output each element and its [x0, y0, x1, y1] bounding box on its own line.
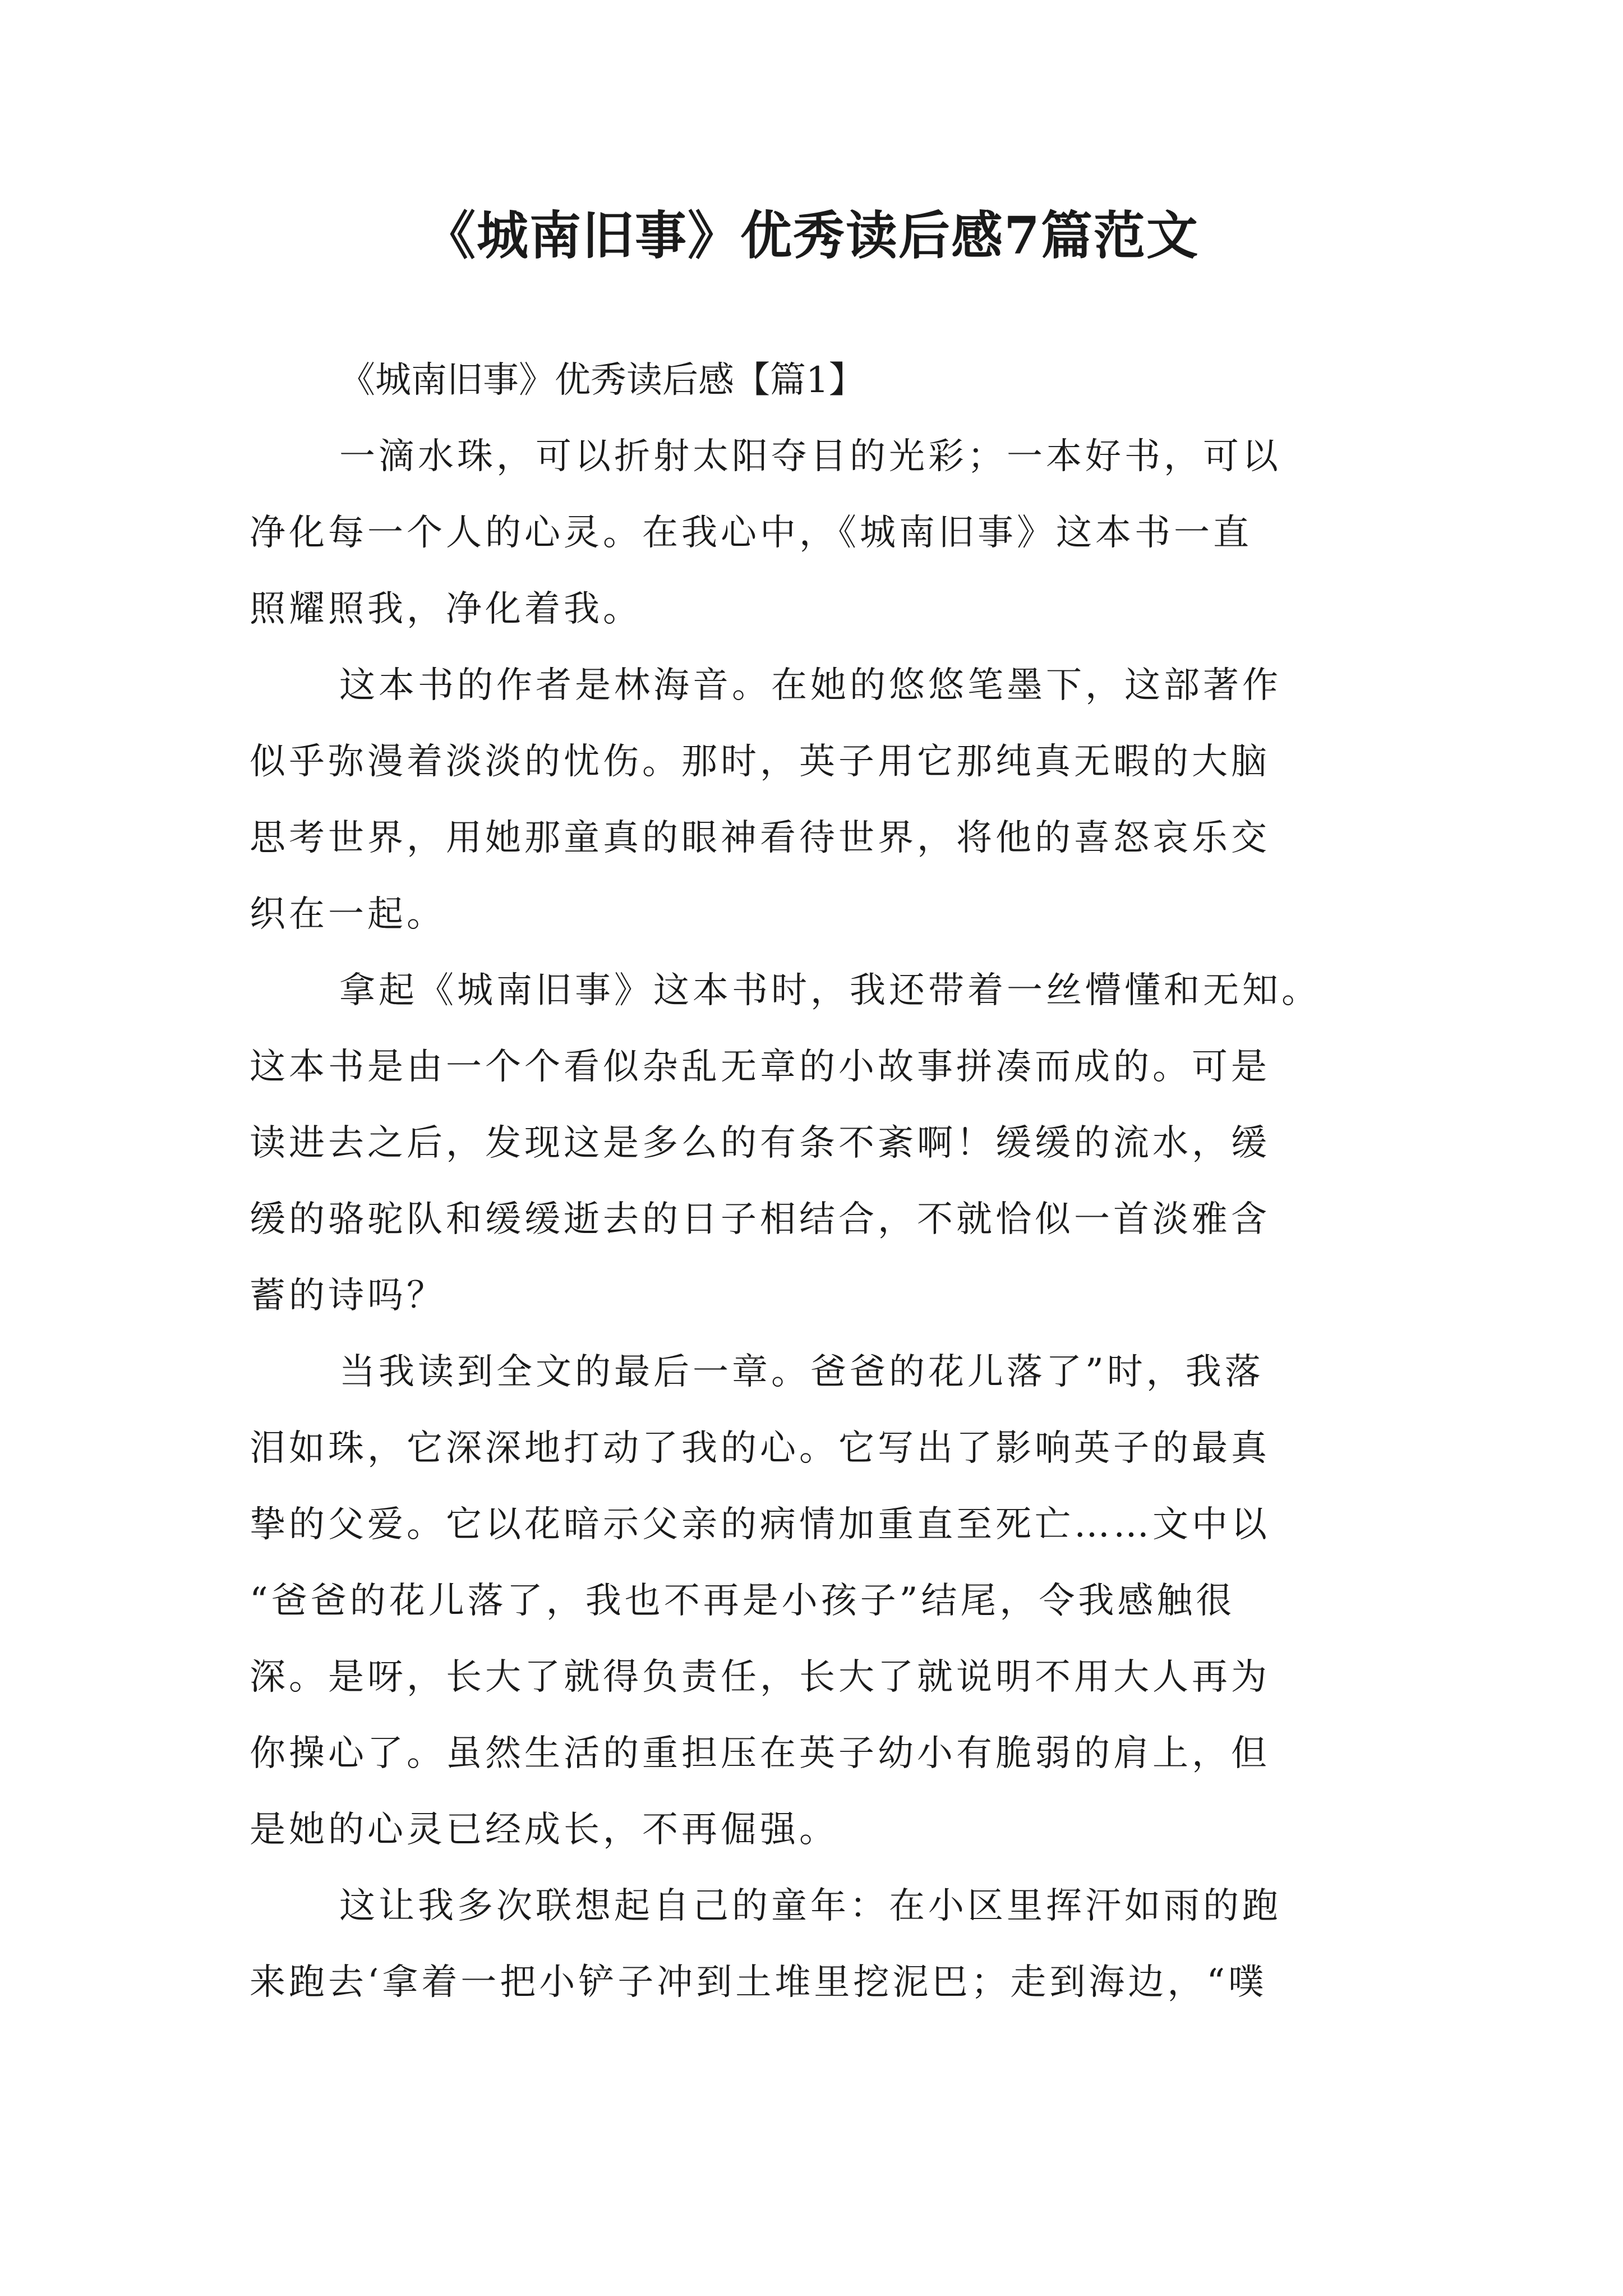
text-line: 似乎弥漫着淡淡的忧伤。那时，英子用它那纯真无暇的大脑: [250, 741, 1270, 783]
text-line: 思考世界，用她那童真的眼神看待世界，将他的喜怒哀乐交: [250, 817, 1270, 859]
text-line: “爸爸的花儿落了，我也不再是小孩子”结尾，令我感触很: [250, 1580, 1235, 1622]
text-line: 拿起《城南旧事》这本书时，我还带着一丝懵懂和无知。: [339, 970, 1321, 1011]
paragraph-5: [250, 1868, 1394, 2021]
text-line: 织在一起。: [250, 894, 446, 935]
text-line: 这本书的作者是林海音。在她的悠悠笔墨下，这部著作: [339, 665, 1281, 706]
text-line: 这本书是由一个个看似杂乱无章的小故事拼凑而成的。可是: [250, 1046, 1270, 1088]
text-line: 读进去之后，发现这是多么的有条不紊啊！缓缓的流水，缓: [250, 1122, 1270, 1164]
text-line: 深。是呀，长大了就得负责任，长大了就说明不用大人再为: [250, 1657, 1270, 1698]
text-line: 缓的骆驼队和缓缓逝去的日子相结合，不就恰似一首淡雅含: [250, 1199, 1270, 1240]
paragraph-3: [250, 953, 1394, 1334]
text-line: 你操心了。虽然生活的重担压在英子幼小有脆弱的肩上，但: [250, 1733, 1270, 1774]
text-line: 一滴水珠，可以折射太阳夺目的光彩；一本好书，可以: [339, 436, 1281, 477]
text-line: 泪如珠，它深深地打动了我的心。它写出了影响英子的最真: [250, 1428, 1270, 1469]
text-line: 当我读到全文的最后一章。爸爸的花儿落了”时，我落: [339, 1351, 1264, 1393]
paragraph-1: [250, 418, 1394, 647]
text-line: 照耀照我，净化着我。: [250, 588, 642, 630]
text-line: 这让我多次联想起自己的童年：在小区里挥汗如雨的跑: [339, 1885, 1281, 1927]
section-heading: 《城南旧事》优秀读后感【篇1】: [339, 360, 865, 401]
text-line: 挚的父爱。它以花暗示父亲的病情加重直至死亡……文中以: [250, 1504, 1270, 1545]
text-line: 净化每一个人的心灵。在我心中，《城南旧事》这本书一直: [250, 512, 1252, 554]
paragraph-4: [250, 1334, 1394, 1868]
text-line: 来跑去‘拿着一把小铲子冲到土堆里挖泥巴；走到海边，“噗: [250, 1962, 1268, 2003]
text-line: 是她的心灵已经成长，不再倔强。: [250, 1809, 838, 1851]
paragraph-2: [250, 647, 1394, 953]
document-body: [250, 342, 1394, 2021]
text-line: 蓄的诗吗？: [250, 1275, 446, 1317]
document-title: 《城南旧事》优秀读后感7篇范文: [423, 205, 1199, 266]
